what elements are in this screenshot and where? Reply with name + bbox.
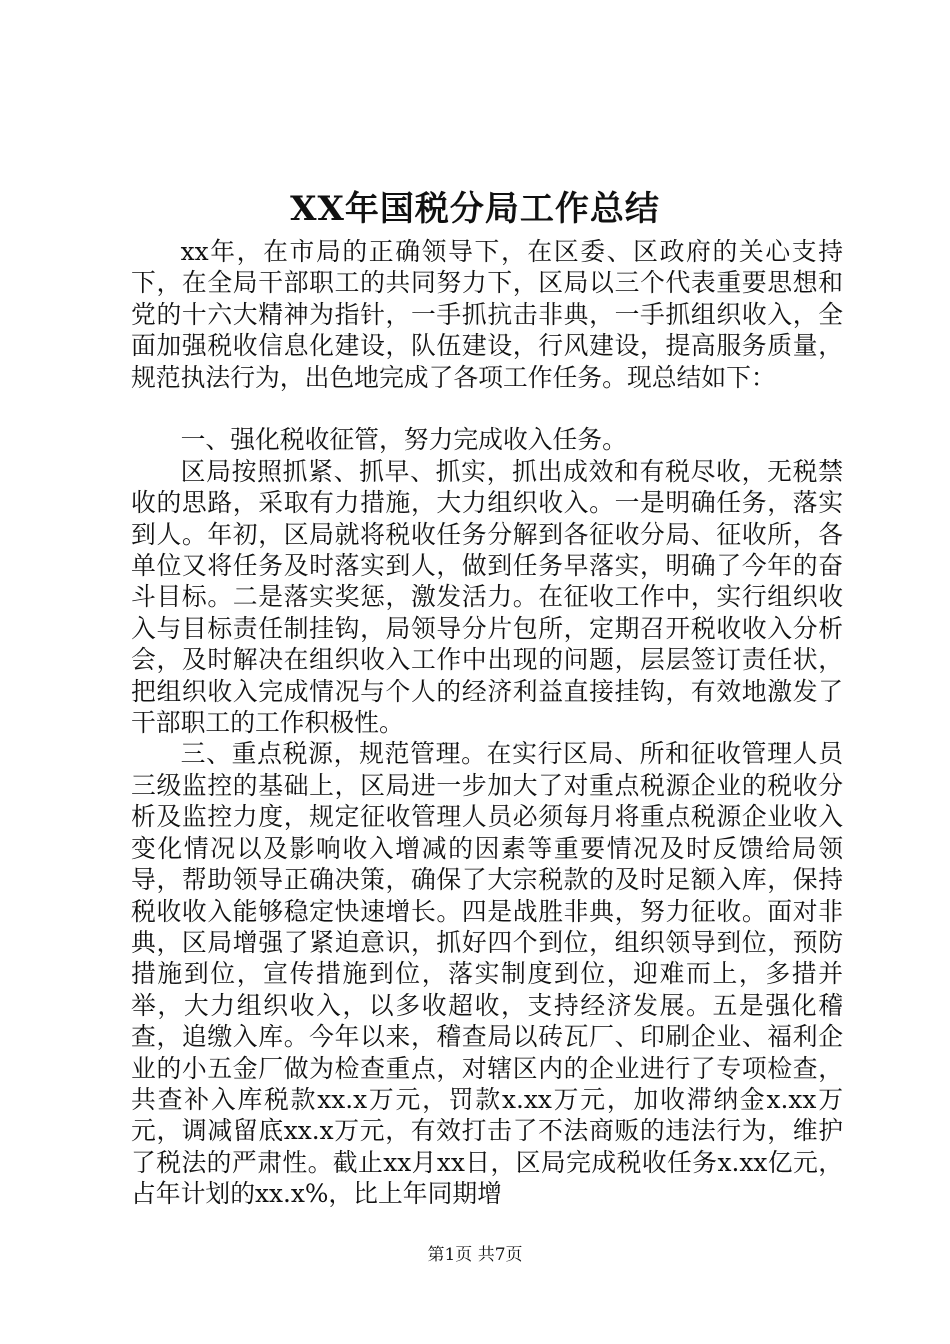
page-footer: 第1页 共7页	[427, 1245, 523, 1265]
document-body	[131, 236, 843, 1210]
section-heading-1: 一、强化税收征管，努力完成收入任务。	[180, 425, 627, 455]
intro-paragraph: xx年，在市局的正确领导下，在区委、区政府的关心支持下，在全局干部职工的共同努力下，区局以三个代表重要思想和党的十六大精神为指针，一手抓抗击非典，一手抓组织收入，全面加强税收信息化建设，队伍建设，行风建设，提高服务质量，规范执法行为，出色地完成了各项工作任务。现总结如下：	[131, 237, 843, 392]
document-title: XX年国税分局工作总结	[290, 189, 660, 229]
body-paragraph-3: 三、重点税源，规范管理。在实行区局、所和征收管理人员三级监控的基础上，区局进一步加大了对重点税源企业的税收分析及监控力度，规定征收管理人员必须每月将重点税源企业收入变化情况以及影响收入增减的因素等重要情况及时反馈给局领导，帮助领导正确决策，确保了大宗税款的及时足额入库，保持税收收入能够稳定快速增长。四是战胜非典，努力征收。面对非典，区局增强了紧迫意识，抓好四个到位，组织领导到位，预防措施到位，宣传措施到位，落实制度到位，迎难而上，多措并举，大力组织收入，以多收超收，支持经济发展。五是强化稽查，追缴入库。今年以来，稽查局以砖瓦厂、印刷企业、福利企业的小五金厂做为检查重点，对辖区内的企业进行了专项检查，共查补入库税款xx.x万元，罚款x.xx万元，加收滞纳金x.xx万元，调减留底xx.x万元，有效打击了不法商贩的违法行为，维护了税法的严肃性。截止xx月xx日，区局完成税收任务x.xx亿元，占年计划的xx.x%，比上年同期增	[131, 739, 843, 1209]
body-paragraph-2: 区局按照抓紧、抓早、抓实，抓出成效和有税尽收，无税禁收的思路，采取有力措施，大力组织收入。一是明确任务，落实到人。年初，区局就将税收任务分解到各征收分局、征收所，各单位又将任务及时落实到人，做到任务早落实，明确了今年的奋斗目标。二是落实奖惩，激发活力。在征收工作中，实行组织收入与目标责任制挂钩，局领导分片包所，定期召开税收收入分析会，及时解决在组织收入工作中出现的问题，层层签订责任状，把组织收入完成情况与个人的经济利益直接挂钩，有效地激发了干部职工的工作积极性。	[131, 456, 843, 738]
